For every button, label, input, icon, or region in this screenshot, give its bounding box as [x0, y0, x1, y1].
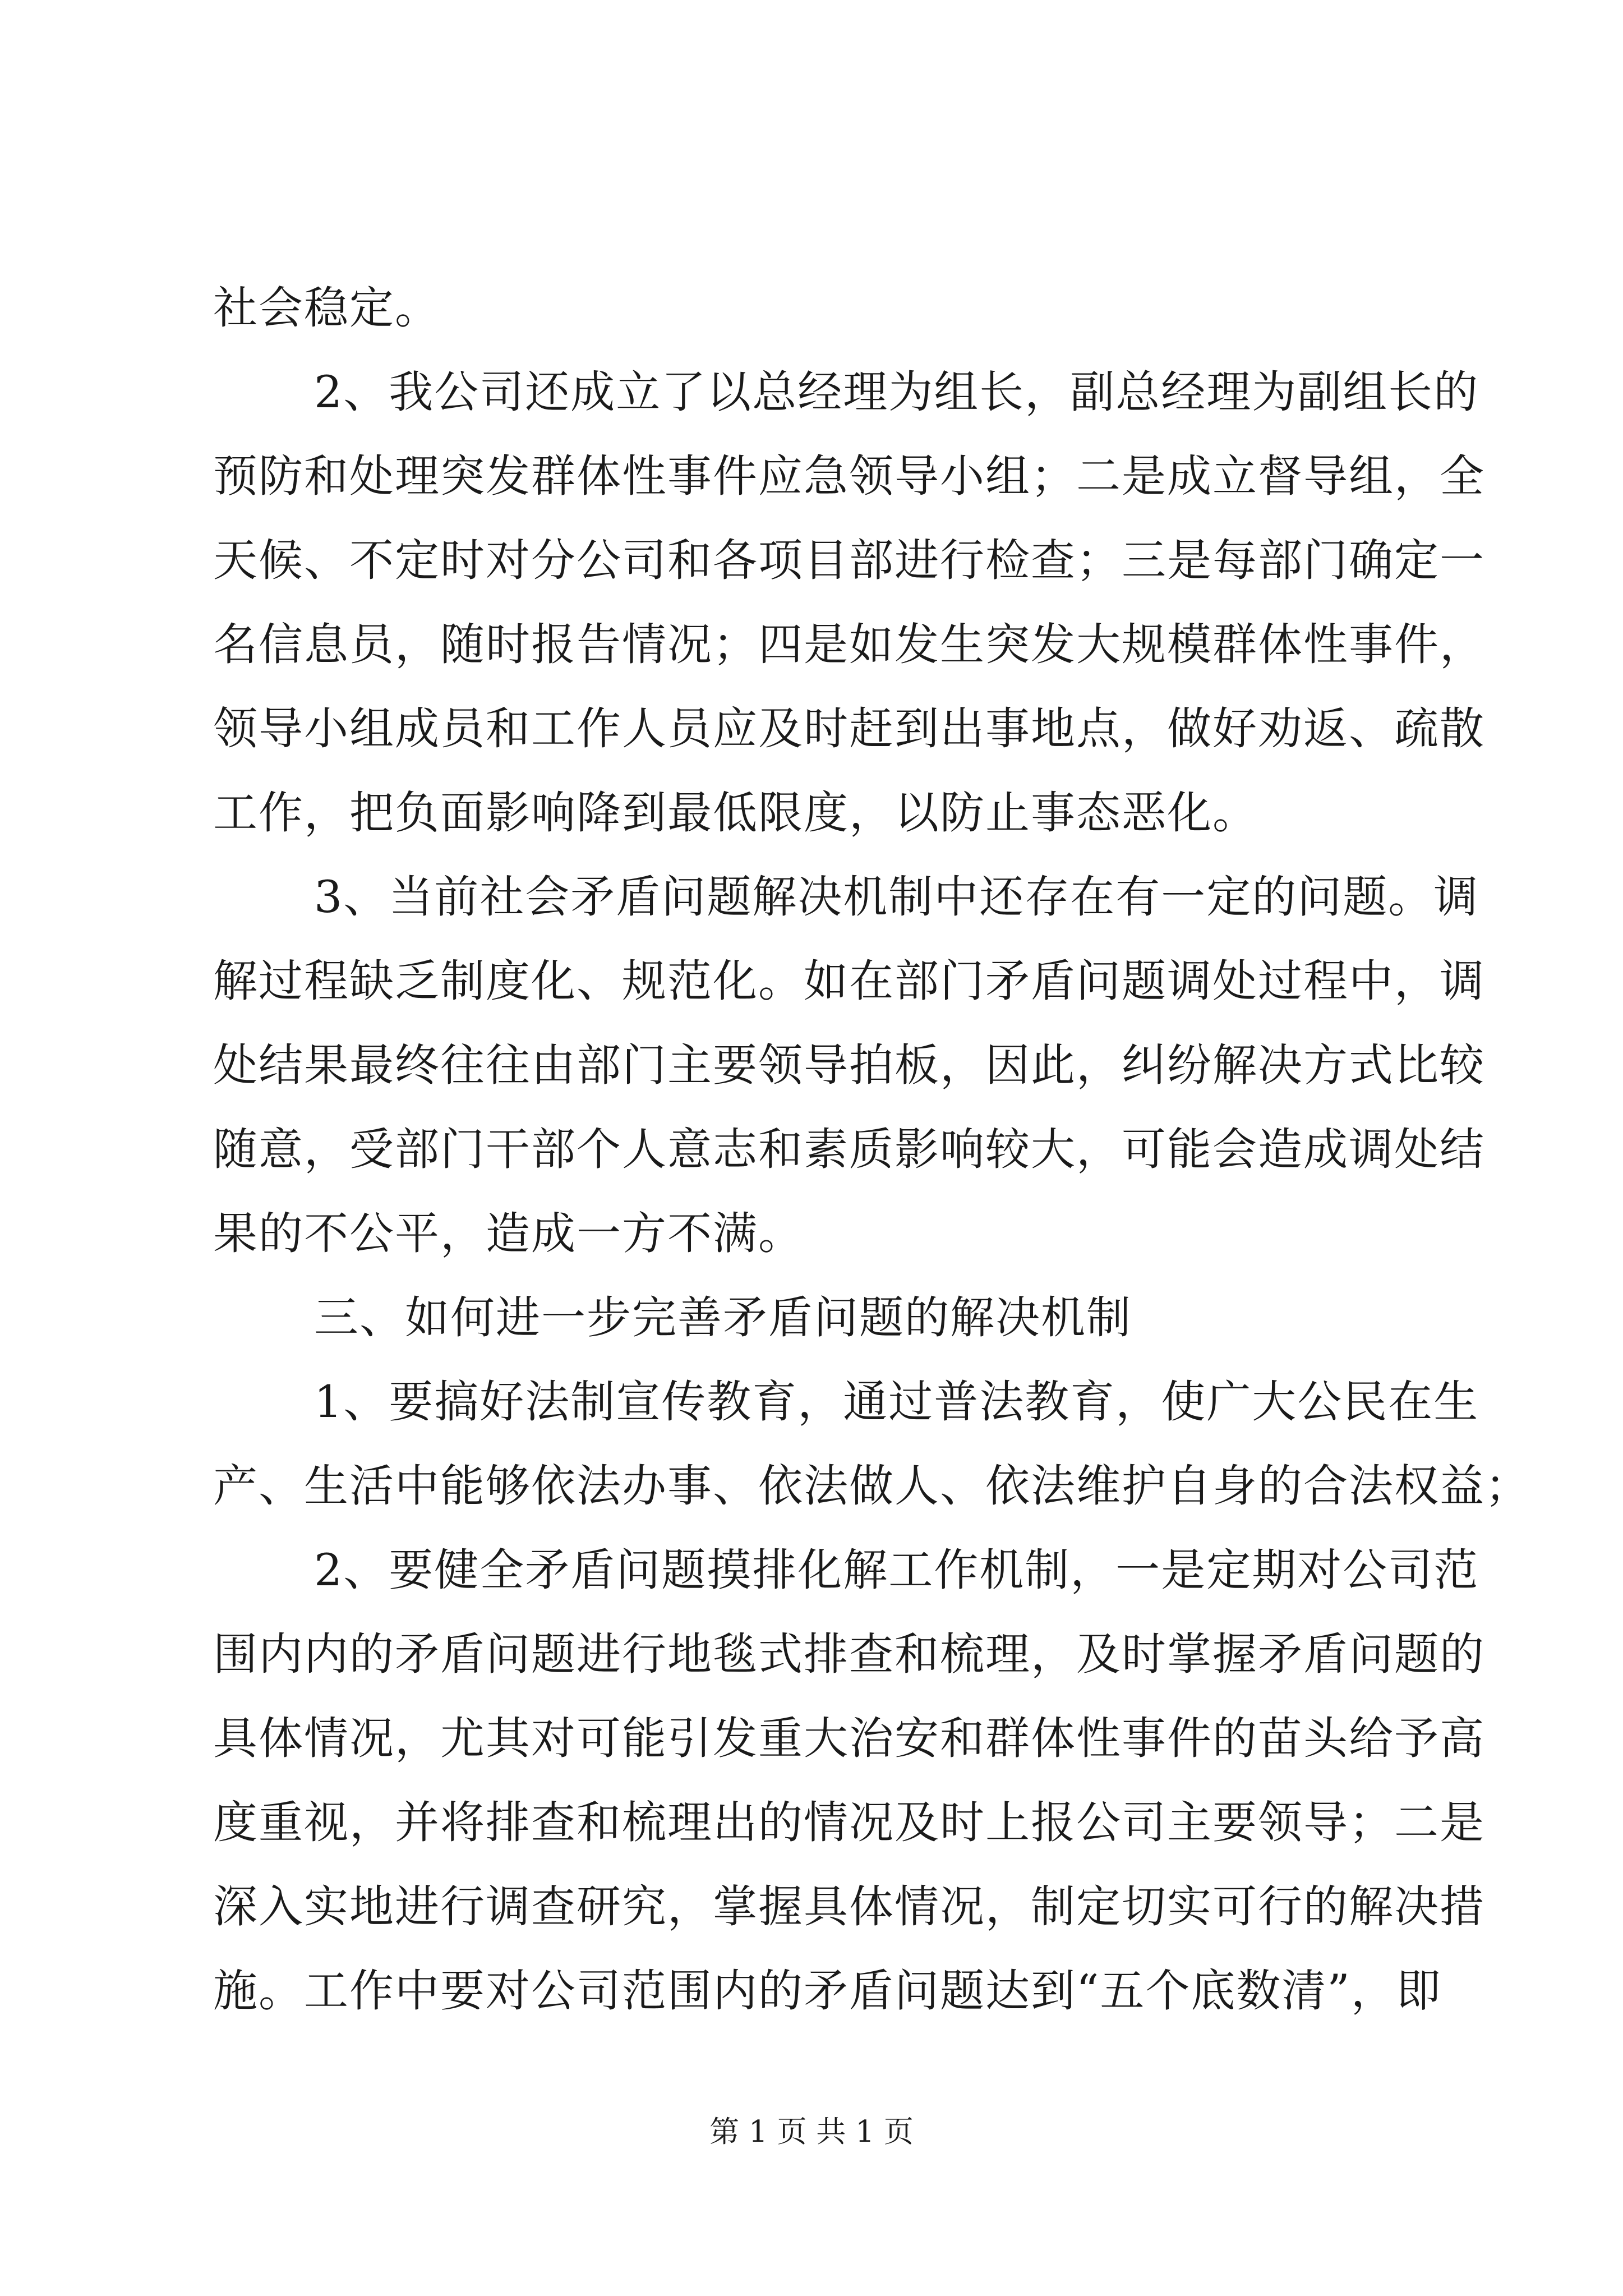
- document-body: [213, 266, 1530, 2033]
- paragraph-line: 2、我公司还成立了以总经理为组长，副总经理为副组长的: [314, 366, 1479, 418]
- paragraph-line: 度重视，并将排查和梳理出的情况及时上报公司主要领导；二是: [213, 1797, 1485, 1848]
- paragraph-line: 3、当前社会矛盾问题解决机制中还存在有一定的问题。调: [314, 871, 1479, 923]
- paragraph-line: 解过程缺乏制度化、规范化。如在部门矛盾问题调处过程中，调: [213, 955, 1485, 1007]
- paragraph-line: 具体情况，尤其对可能引发重大治安和群体性事件的苗头给予高: [213, 1713, 1485, 1764]
- paragraph-line: 名信息员，随时报告情况；四是如发生突发大规模群体性事件，: [213, 619, 1485, 670]
- paragraph-line: 天候、不定时对分公司和各项目部进行检查；三是每部门确定一: [213, 535, 1485, 586]
- section-heading: 三、如何进一步完善矛盾问题的解决机制: [314, 1292, 1132, 1343]
- paragraph-line: 深入实地进行调查研究，掌握具体情况，制定切实可行的解决措: [213, 1881, 1485, 1932]
- paragraph-line: 施。工作中要对公司范围内的矛盾问题达到“五个底数清”，即: [213, 1965, 1442, 2017]
- page-footer: [0, 2113, 1623, 2152]
- paragraph-line: 工作，把负面影响降到最低限度，以防止事态恶化。: [213, 787, 1258, 839]
- page-number-label: 第 1 页 共 1 页: [709, 2115, 914, 2149]
- paragraph-line: 预防和处理突发群体性事件应急领导小组；二是成立督导组，全: [213, 450, 1485, 502]
- paragraph-line: 果的不公平，造成一方不满。: [213, 1208, 804, 1259]
- paragraph-line: 2、要健全矛盾问题摸排化解工作机制，一是定期对公司范: [314, 1544, 1479, 1596]
- paragraph-line: 产、生活中能够依法办事、依法做人、依法维护自身的合法权益；: [213, 1460, 1530, 1512]
- paragraph-line: 处结果最终往往由部门主要领导拍板，因此，纠纷解决方式比较: [213, 1039, 1485, 1091]
- paragraph-line: 领导小组成员和工作人员应及时赶到出事地点，做好劝返、疏散: [213, 703, 1485, 754]
- paragraph-line: 社会稳定。: [213, 282, 440, 334]
- paragraph-line: 1、要搞好法制宣传教育，通过普法教育，使广大公民在生: [314, 1376, 1479, 1428]
- paragraph-line: 随意，受部门干部个人意志和素质影响较大，可能会造成调处结: [213, 1124, 1485, 1175]
- paragraph-line: 围内内的矛盾问题进行地毯式排查和梳理，及时掌握矛盾问题的: [213, 1628, 1485, 1680]
